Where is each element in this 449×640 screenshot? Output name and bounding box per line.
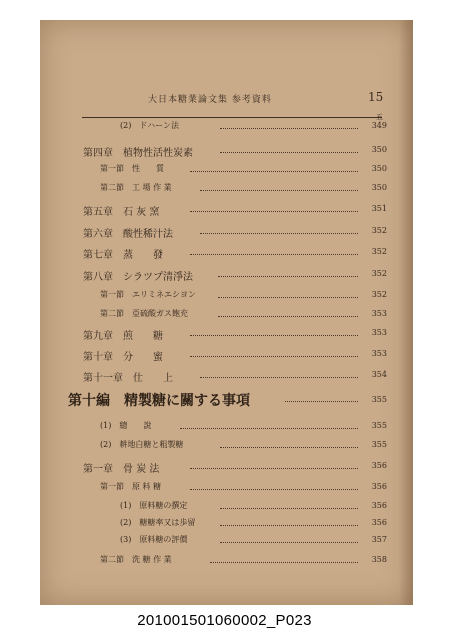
toc-entry-label: 第四章 植物性活性炭素 bbox=[83, 148, 193, 159]
toc-entry bbox=[40, 460, 413, 476]
toc-entry bbox=[40, 182, 413, 198]
toc-entry bbox=[40, 517, 413, 533]
dot-leader bbox=[220, 152, 358, 153]
toc-entry-label: 第十編 精製糖に關する事項 bbox=[68, 393, 250, 409]
dot-leader bbox=[220, 508, 358, 509]
dot-leader bbox=[190, 335, 358, 336]
toc-entry-page: 352 bbox=[371, 290, 387, 299]
toc-entry-page: 355 bbox=[371, 440, 387, 449]
table-of-contents bbox=[40, 20, 413, 605]
toc-entry-page: 350 bbox=[371, 183, 387, 192]
toc-entry-label: 第六章 酸性稀汁法 bbox=[83, 229, 173, 240]
toc-entry bbox=[40, 369, 413, 385]
dot-leader bbox=[190, 468, 358, 469]
margin-note: 五 bbox=[376, 113, 383, 121]
toc-entry bbox=[40, 534, 413, 550]
dot-leader bbox=[190, 356, 358, 357]
toc-entry-label: 第一章 骨 炭 法 bbox=[83, 464, 160, 475]
toc-entry bbox=[40, 439, 413, 455]
dot-leader bbox=[190, 171, 358, 172]
toc-part-heading bbox=[40, 390, 413, 412]
toc-entry-page: 354 bbox=[371, 370, 387, 379]
toc-entry-label: 第五章 石 灰 窯 bbox=[83, 207, 160, 218]
dot-leader bbox=[190, 211, 358, 212]
dot-leader bbox=[220, 447, 358, 448]
toc-entry-label: (2) 糖糖率又は歩留 bbox=[120, 518, 196, 527]
toc-entry-label: (2) ドハーン法 bbox=[120, 121, 180, 130]
toc-entry-page: 357 bbox=[371, 535, 387, 544]
toc-entry bbox=[40, 500, 413, 516]
toc-entry-page: 358 bbox=[371, 555, 387, 564]
toc-entry-page: 356 bbox=[371, 501, 387, 510]
running-title: 大日本糖業論文集 参考資料 bbox=[148, 95, 272, 105]
dot-leader bbox=[200, 377, 358, 378]
header-page-number: 15 bbox=[368, 90, 384, 104]
toc-entry bbox=[40, 554, 413, 570]
toc-entry bbox=[40, 120, 413, 136]
toc-entry bbox=[40, 289, 413, 305]
toc-entry-page: 356 bbox=[371, 461, 387, 470]
toc-entry-page: 350 bbox=[371, 164, 387, 173]
toc-entry-label: (2) 耕地白糖と粗製糖 bbox=[100, 440, 184, 449]
toc-entry-label: 第一節 エリミネエシヨン bbox=[100, 290, 196, 299]
dot-leader bbox=[285, 401, 358, 402]
toc-entry-label: 第十一章 仕 上 bbox=[83, 373, 173, 384]
toc-entry-label: 第九章 煎 糖 bbox=[83, 331, 163, 342]
dot-leader bbox=[220, 542, 358, 543]
toc-entry-label: 第二節 亞硫酸ガス飽充 bbox=[100, 309, 188, 318]
dot-leader bbox=[210, 562, 358, 563]
toc-entry bbox=[40, 308, 413, 324]
toc-entry-page: 355 bbox=[371, 421, 387, 430]
toc-entry-label: 第一節 性 質 bbox=[100, 164, 164, 173]
dot-leader bbox=[190, 489, 358, 490]
toc-entry-label: 第七章 蒸 發 bbox=[83, 250, 163, 261]
toc-entry bbox=[40, 144, 413, 160]
toc-entry-page: 353 bbox=[371, 328, 387, 337]
toc-entry-page: 352 bbox=[371, 247, 387, 256]
toc-entry-page: 356 bbox=[371, 482, 387, 491]
dot-leader bbox=[180, 428, 358, 429]
toc-entry-label: (3) 原料糖の評價 bbox=[120, 535, 188, 544]
dot-leader bbox=[220, 128, 358, 129]
toc-entry-label: 第二節 洗 糖 作 業 bbox=[100, 555, 172, 564]
dot-leader bbox=[218, 276, 358, 277]
toc-entry bbox=[40, 203, 413, 219]
toc-entry-label: 第八章 シラツプ清淨法 bbox=[83, 272, 193, 283]
toc-entry bbox=[40, 420, 413, 436]
toc-entry bbox=[40, 327, 413, 343]
dot-leader bbox=[200, 190, 358, 191]
toc-entry-label: 第一節 原 料 糖 bbox=[100, 482, 162, 491]
toc-entry bbox=[40, 225, 413, 241]
dot-leader bbox=[218, 316, 358, 317]
toc-entry-label: 第十章 分 蜜 bbox=[83, 352, 163, 363]
toc-entry bbox=[40, 246, 413, 262]
toc-entry-page: 355 bbox=[371, 395, 387, 404]
dot-leader bbox=[190, 254, 358, 255]
toc-entry-label: (1) 總 說 bbox=[100, 421, 152, 430]
dot-leader bbox=[200, 233, 358, 234]
dot-leader bbox=[218, 297, 358, 298]
toc-entry bbox=[40, 268, 413, 284]
toc-entry-page: 349 bbox=[371, 121, 387, 130]
toc-entry-page: 352 bbox=[371, 226, 387, 235]
toc-entry-page: 352 bbox=[371, 269, 387, 278]
toc-entry bbox=[40, 348, 413, 364]
toc-entry-page: 353 bbox=[371, 309, 387, 318]
book-page bbox=[40, 20, 413, 605]
toc-entry-page: 356 bbox=[371, 518, 387, 527]
toc-entry-label: 第二節 工 場 作 業 bbox=[100, 183, 172, 192]
toc-entry-page: 350 bbox=[371, 145, 387, 154]
toc-entry bbox=[40, 481, 413, 497]
toc-entry-label: (1) 原料糖の撰定 bbox=[120, 501, 188, 510]
toc-entry bbox=[40, 163, 413, 179]
dot-leader bbox=[220, 525, 358, 526]
image-caption: 201001501060002_P023 bbox=[137, 612, 312, 629]
toc-entry-page: 353 bbox=[371, 349, 387, 358]
toc-entry-page: 351 bbox=[371, 204, 387, 213]
